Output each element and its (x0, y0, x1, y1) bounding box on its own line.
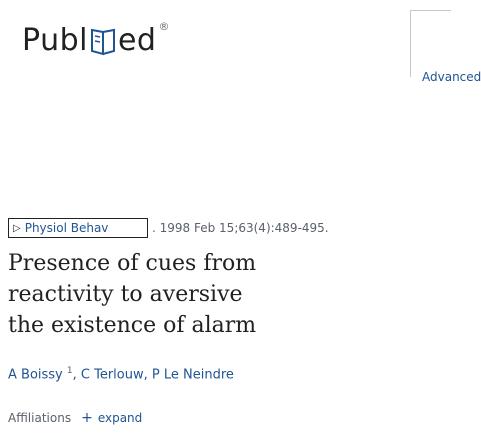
caret-right-icon: ▷ (13, 222, 21, 234)
author-link[interactable]: A Boissy (8, 367, 63, 383)
logo-text-left: Publ (22, 23, 88, 58)
pubmed-logo[interactable] (22, 20, 169, 68)
author-link[interactable]: P Le Neindre (151, 367, 234, 383)
expand-label: expand (97, 411, 143, 425)
title-line: Presence of cues from (8, 251, 257, 276)
author-affiliation-ref[interactable]: 1 (66, 366, 73, 376)
journal-dropdown-button[interactable] (8, 218, 148, 238)
journal-name: Physiol Behav (24, 221, 109, 235)
plus-icon: + (81, 410, 93, 426)
authors-list: A Boissy $^1$, C Terlouw, P Le Neindre (8, 366, 234, 383)
affiliations-label: Affiliations (8, 411, 72, 425)
registered-mark: ® (158, 20, 170, 33)
pubmed-book-icon (89, 26, 117, 56)
search-box-frame (410, 10, 451, 77)
logo-text-right: ed (117, 23, 157, 58)
title-line: reactivity to aversive (8, 282, 243, 307)
citation-details: . 1998 Feb 15;63(4):489-495. (152, 221, 329, 235)
advanced-search-link[interactable]: Advanced (422, 70, 481, 84)
citation-row (8, 218, 468, 238)
title-line: the existence of alarm (8, 313, 257, 338)
expand-affiliations-button[interactable] (81, 410, 142, 426)
author-link[interactable]: C Terlouw (80, 367, 144, 383)
article-title (8, 248, 468, 341)
affiliations-row (8, 410, 142, 426)
